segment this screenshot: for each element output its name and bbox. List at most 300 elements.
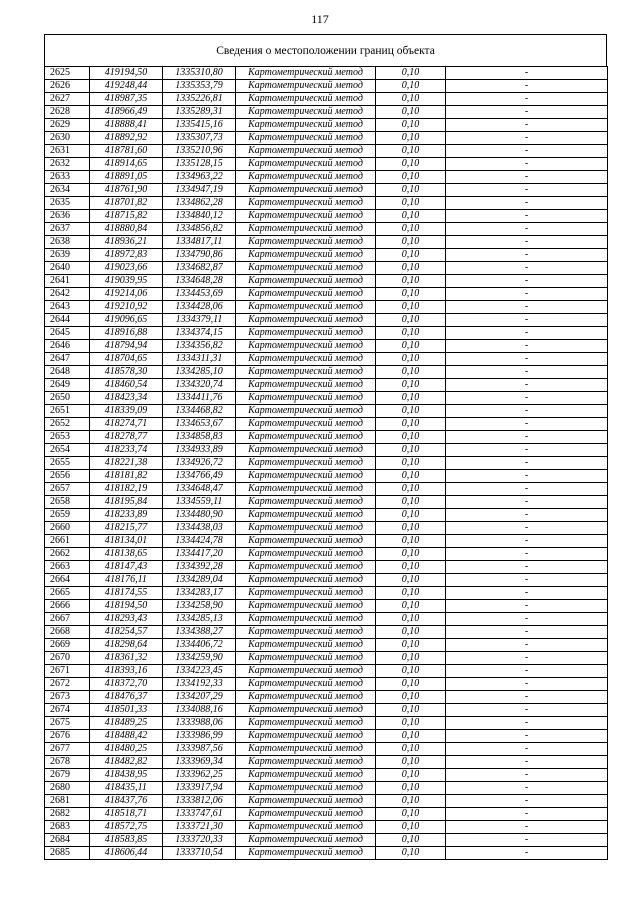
coord-y: 1334289,04 [163,574,236,587]
point-number: 2630 [45,132,90,145]
description-cell: - [446,444,608,457]
method-cell: Картометрический метод [236,743,376,756]
precision-cell: 0,10 [376,509,446,522]
method-cell: Картометрический метод [236,418,376,431]
method-cell: Картометрический метод [236,522,376,535]
coord-x: 418518,71 [90,808,163,821]
method-cell: Картометрический метод [236,782,376,795]
method-cell: Картометрический метод [236,444,376,457]
table-row [45,80,608,93]
coord-x: 418339,09 [90,405,163,418]
coord-y: 1333987,56 [163,743,236,756]
description-cell: - [446,522,608,535]
description-cell: - [446,288,608,301]
point-number: 2670 [45,652,90,665]
coord-x: 418966,49 [90,106,163,119]
point-number: 2665 [45,587,90,600]
precision-cell: 0,10 [376,379,446,392]
coord-x: 418233,74 [90,444,163,457]
method-cell: Картометрический метод [236,431,376,444]
coord-y: 1334453,69 [163,288,236,301]
description-cell: - [446,132,608,145]
coord-x: 418578,30 [90,366,163,379]
coord-x: 418888,41 [90,119,163,132]
description-cell: - [446,548,608,561]
table-row [45,821,608,834]
precision-cell: 0,10 [376,691,446,704]
description-cell: - [446,587,608,600]
precision-cell: 0,10 [376,548,446,561]
coord-y: 1333721,30 [163,821,236,834]
coord-y: 1334856,82 [163,223,236,236]
point-number: 2645 [45,327,90,340]
coord-y: 1334417,20 [163,548,236,561]
point-number: 2673 [45,691,90,704]
precision-cell: 0,10 [376,574,446,587]
precision-cell: 0,10 [376,327,446,340]
point-number: 2652 [45,418,90,431]
point-number: 2649 [45,379,90,392]
method-cell: Картометрический метод [236,795,376,808]
precision-cell: 0,10 [376,93,446,106]
coord-x: 418278,77 [90,431,163,444]
point-number: 2643 [45,301,90,314]
precision-cell: 0,10 [376,756,446,769]
description-cell: - [446,626,608,639]
coord-y: 1335307,73 [163,132,236,145]
coord-x: 418914,65 [90,158,163,171]
coord-y: 1334926,72 [163,457,236,470]
point-number: 2674 [45,704,90,717]
coord-x: 418437,76 [90,795,163,808]
point-number: 2655 [45,457,90,470]
table-row [45,301,608,314]
method-cell: Картометрический метод [236,119,376,132]
table-row [45,522,608,535]
table-row [45,561,608,574]
description-cell: - [446,236,608,249]
method-cell: Картометрический метод [236,158,376,171]
precision-cell: 0,10 [376,652,446,665]
method-cell: Картометрический метод [236,184,376,197]
table-row [45,171,608,184]
point-number: 2678 [45,756,90,769]
method-cell: Картометрический метод [236,80,376,93]
description-cell: - [446,834,608,847]
table-row [45,262,608,275]
point-number: 2637 [45,223,90,236]
coord-x: 418476,37 [90,691,163,704]
table-row [45,431,608,444]
description-cell: - [446,327,608,340]
description-cell: - [446,93,608,106]
description-cell: - [446,847,608,860]
coord-x: 418489,25 [90,717,163,730]
point-number: 2657 [45,483,90,496]
coord-x: 418393,16 [90,665,163,678]
table-row [45,392,608,405]
precision-cell: 0,10 [376,444,446,457]
coord-x: 418138,65 [90,548,163,561]
point-number: 2683 [45,821,90,834]
description-cell: - [446,769,608,782]
coord-y: 1333812,06 [163,795,236,808]
description-cell: - [446,405,608,418]
precision-cell: 0,10 [376,769,446,782]
point-number: 2648 [45,366,90,379]
method-cell: Картометрический метод [236,379,376,392]
coord-y: 1333986,99 [163,730,236,743]
coord-x: 418936,21 [90,236,163,249]
point-number: 2662 [45,548,90,561]
precision-cell: 0,10 [376,743,446,756]
coord-y: 1334088,16 [163,704,236,717]
table-row [45,184,608,197]
method-cell: Картометрический метод [236,535,376,548]
coord-y: 1334766,49 [163,470,236,483]
point-number: 2631 [45,145,90,158]
coord-y: 1334648,47 [163,483,236,496]
description-cell: - [446,652,608,665]
precision-cell: 0,10 [376,626,446,639]
point-number: 2659 [45,509,90,522]
table-row [45,847,608,860]
precision-cell: 0,10 [376,171,446,184]
point-number: 2635 [45,197,90,210]
table-row [45,119,608,132]
description-cell: - [446,808,608,821]
coord-x: 418501,33 [90,704,163,717]
precision-cell: 0,10 [376,119,446,132]
precision-cell: 0,10 [376,262,446,275]
point-number: 2660 [45,522,90,535]
table-row [45,574,608,587]
coord-y: 1333720,33 [163,834,236,847]
point-number: 2668 [45,626,90,639]
method-cell: Картометрический метод [236,301,376,314]
precision-cell: 0,10 [376,457,446,470]
coord-x: 418488,42 [90,730,163,743]
description-cell: - [446,743,608,756]
section-title: Сведения о местоположении границ объекта [216,44,435,57]
precision-cell: 0,10 [376,132,446,145]
coord-x: 418372,70 [90,678,163,691]
point-number: 2654 [45,444,90,457]
precision-cell: 0,10 [376,808,446,821]
precision-cell: 0,10 [376,80,446,93]
coord-x: 418147,43 [90,561,163,574]
table-row [45,158,608,171]
coord-x: 418361,32 [90,652,163,665]
table-row [45,691,608,704]
coord-y: 1334285,10 [163,366,236,379]
coord-x: 418482,82 [90,756,163,769]
coord-x: 418293,43 [90,613,163,626]
description-cell: - [446,67,608,80]
coord-x: 418794,94 [90,340,163,353]
table-row [45,769,608,782]
precision-cell: 0,10 [376,353,446,366]
description-cell: - [446,249,608,262]
point-number: 2641 [45,275,90,288]
method-cell: Картометрический метод [236,509,376,522]
description-cell: - [446,171,608,184]
description-cell: - [446,379,608,392]
point-number: 2681 [45,795,90,808]
precision-cell: 0,10 [376,67,446,80]
coord-x: 418701,82 [90,197,163,210]
table-row [45,366,608,379]
precision-cell: 0,10 [376,834,446,847]
point-number: 2672 [45,678,90,691]
table-row [45,626,608,639]
coord-y: 1334468,82 [163,405,236,418]
coord-y: 1335310,80 [163,67,236,80]
method-cell: Картометрический метод [236,483,376,496]
coord-y: 1333988,06 [163,717,236,730]
table-row [45,678,608,691]
coord-x: 418221,38 [90,457,163,470]
coord-y: 1334207,29 [163,691,236,704]
coord-y: 1334223,45 [163,665,236,678]
coord-x: 418704,65 [90,353,163,366]
point-number: 2661 [45,535,90,548]
method-cell: Картометрический метод [236,821,376,834]
precision-cell: 0,10 [376,158,446,171]
method-cell: Картометрический метод [236,353,376,366]
coord-y: 1333962,25 [163,769,236,782]
coord-x: 418715,82 [90,210,163,223]
coord-x: 419248,44 [90,80,163,93]
method-cell: Картометрический метод [236,639,376,652]
description-cell: - [446,496,608,509]
method-cell: Картометрический метод [236,613,376,626]
description-cell: - [446,301,608,314]
description-cell: - [446,730,608,743]
point-number: 2626 [45,80,90,93]
precision-cell: 0,10 [376,483,446,496]
coord-x: 418583,85 [90,834,163,847]
coord-x: 418435,11 [90,782,163,795]
coord-y: 1334411,76 [163,392,236,405]
table-row [45,275,608,288]
table-row [45,639,608,652]
table-row [45,288,608,301]
coord-y: 1334933,89 [163,444,236,457]
table-row [45,535,608,548]
method-cell: Картометрический метод [236,405,376,418]
coord-y: 1334192,33 [163,678,236,691]
coord-y: 1334392,28 [163,561,236,574]
description-cell: - [446,145,608,158]
coord-x: 418891,05 [90,171,163,184]
coord-y: 1333710,54 [163,847,236,860]
coord-x: 418181,82 [90,470,163,483]
method-cell: Картометрический метод [236,652,376,665]
description-cell: - [446,80,608,93]
description-cell: - [446,197,608,210]
precision-cell: 0,10 [376,145,446,158]
point-number: 2646 [45,340,90,353]
boundary-coordinates-table [44,66,608,860]
coord-x: 418254,57 [90,626,163,639]
coord-y: 1333969,34 [163,756,236,769]
method-cell: Картометрический метод [236,847,376,860]
coord-y: 1333747,61 [163,808,236,821]
point-number: 2651 [45,405,90,418]
description-cell: - [446,678,608,691]
precision-cell: 0,10 [376,210,446,223]
coord-y: 1334374,15 [163,327,236,340]
description-cell: - [446,353,608,366]
precision-cell: 0,10 [376,795,446,808]
method-cell: Картометрический метод [236,691,376,704]
method-cell: Картометрический метод [236,314,376,327]
description-cell: - [446,483,608,496]
coord-x: 418182,19 [90,483,163,496]
precision-cell: 0,10 [376,496,446,509]
method-cell: Картометрический метод [236,340,376,353]
point-number: 2667 [45,613,90,626]
coord-x: 418233,89 [90,509,163,522]
precision-cell: 0,10 [376,249,446,262]
coord-y: 1334648,28 [163,275,236,288]
coord-x: 418423,34 [90,392,163,405]
table-row [45,197,608,210]
method-cell: Картометрический метод [236,210,376,223]
table-row [45,379,608,392]
coord-y: 1334653,67 [163,418,236,431]
coord-y: 1334258,90 [163,600,236,613]
precision-cell: 0,10 [376,236,446,249]
description-cell: - [446,314,608,327]
description-cell: - [446,795,608,808]
table-row [45,405,608,418]
method-cell: Картометрический метод [236,262,376,275]
precision-cell: 0,10 [376,600,446,613]
precision-cell: 0,10 [376,847,446,860]
coord-y: 1335226,81 [163,93,236,106]
description-cell: - [446,782,608,795]
coord-x: 418460,54 [90,379,163,392]
point-number: 2647 [45,353,90,366]
precision-cell: 0,10 [376,223,446,236]
point-number: 2679 [45,769,90,782]
point-number: 2684 [45,834,90,847]
description-cell: - [446,756,608,769]
point-number: 2671 [45,665,90,678]
coord-y: 1334379,11 [163,314,236,327]
method-cell: Картометрический метод [236,327,376,340]
page-number: 117 [311,12,329,26]
method-cell: Картометрический метод [236,457,376,470]
description-cell: - [446,470,608,483]
precision-cell: 0,10 [376,470,446,483]
point-number: 2664 [45,574,90,587]
coord-y: 1334283,17 [163,587,236,600]
table-row [45,106,608,119]
precision-cell: 0,10 [376,301,446,314]
description-cell: - [446,223,608,236]
method-cell: Картометрический метод [236,223,376,236]
table-row [45,67,608,80]
coord-y: 1334963,22 [163,171,236,184]
table-row [45,587,608,600]
method-cell: Картометрический метод [236,730,376,743]
point-number: 2636 [45,210,90,223]
description-cell: - [446,574,608,587]
table-row [45,470,608,483]
method-cell: Картометрический метод [236,587,376,600]
coord-x: 418892,92 [90,132,163,145]
description-cell: - [446,158,608,171]
coord-y: 1334790,86 [163,249,236,262]
coord-x: 418916,88 [90,327,163,340]
description-cell: - [446,184,608,197]
point-number: 2633 [45,171,90,184]
coord-y: 1335128,15 [163,158,236,171]
description-cell: - [446,561,608,574]
coord-x: 418972,83 [90,249,163,262]
method-cell: Картометрический метод [236,275,376,288]
point-number: 2625 [45,67,90,80]
description-cell: - [446,106,608,119]
table-row [45,717,608,730]
precision-cell: 0,10 [376,665,446,678]
coord-x: 419039,95 [90,275,163,288]
point-number: 2675 [45,717,90,730]
coord-y: 1334428,06 [163,301,236,314]
precision-cell: 0,10 [376,561,446,574]
description-cell: - [446,457,608,470]
point-number: 2627 [45,93,90,106]
precision-cell: 0,10 [376,730,446,743]
coord-x: 418194,50 [90,600,163,613]
precision-cell: 0,10 [376,678,446,691]
coord-y: 1334438,03 [163,522,236,535]
coord-y: 1335210,96 [163,145,236,158]
description-cell: - [446,704,608,717]
precision-cell: 0,10 [376,639,446,652]
table-row [45,223,608,236]
coord-x: 419023,66 [90,262,163,275]
table-row [45,613,608,626]
table-row [45,418,608,431]
coord-x: 419096,65 [90,314,163,327]
table-row [45,548,608,561]
method-cell: Картометрический метод [236,249,376,262]
point-number: 2685 [45,847,90,860]
method-cell: Картометрический метод [236,548,376,561]
table-row [45,782,608,795]
description-cell: - [446,418,608,431]
table-row [45,93,608,106]
method-cell: Картометрический метод [236,132,376,145]
coord-y: 1334311,31 [163,353,236,366]
coord-x: 418438,95 [90,769,163,782]
coord-x: 419194,50 [90,67,163,80]
method-cell: Картометрический метод [236,67,376,80]
coord-y: 1335289,31 [163,106,236,119]
description-cell: - [446,431,608,444]
coord-y: 1334947,19 [163,184,236,197]
point-number: 2676 [45,730,90,743]
point-number: 2677 [45,743,90,756]
coord-y: 1334320,74 [163,379,236,392]
point-number: 2642 [45,288,90,301]
coord-y: 1334682,87 [163,262,236,275]
precision-cell: 0,10 [376,288,446,301]
